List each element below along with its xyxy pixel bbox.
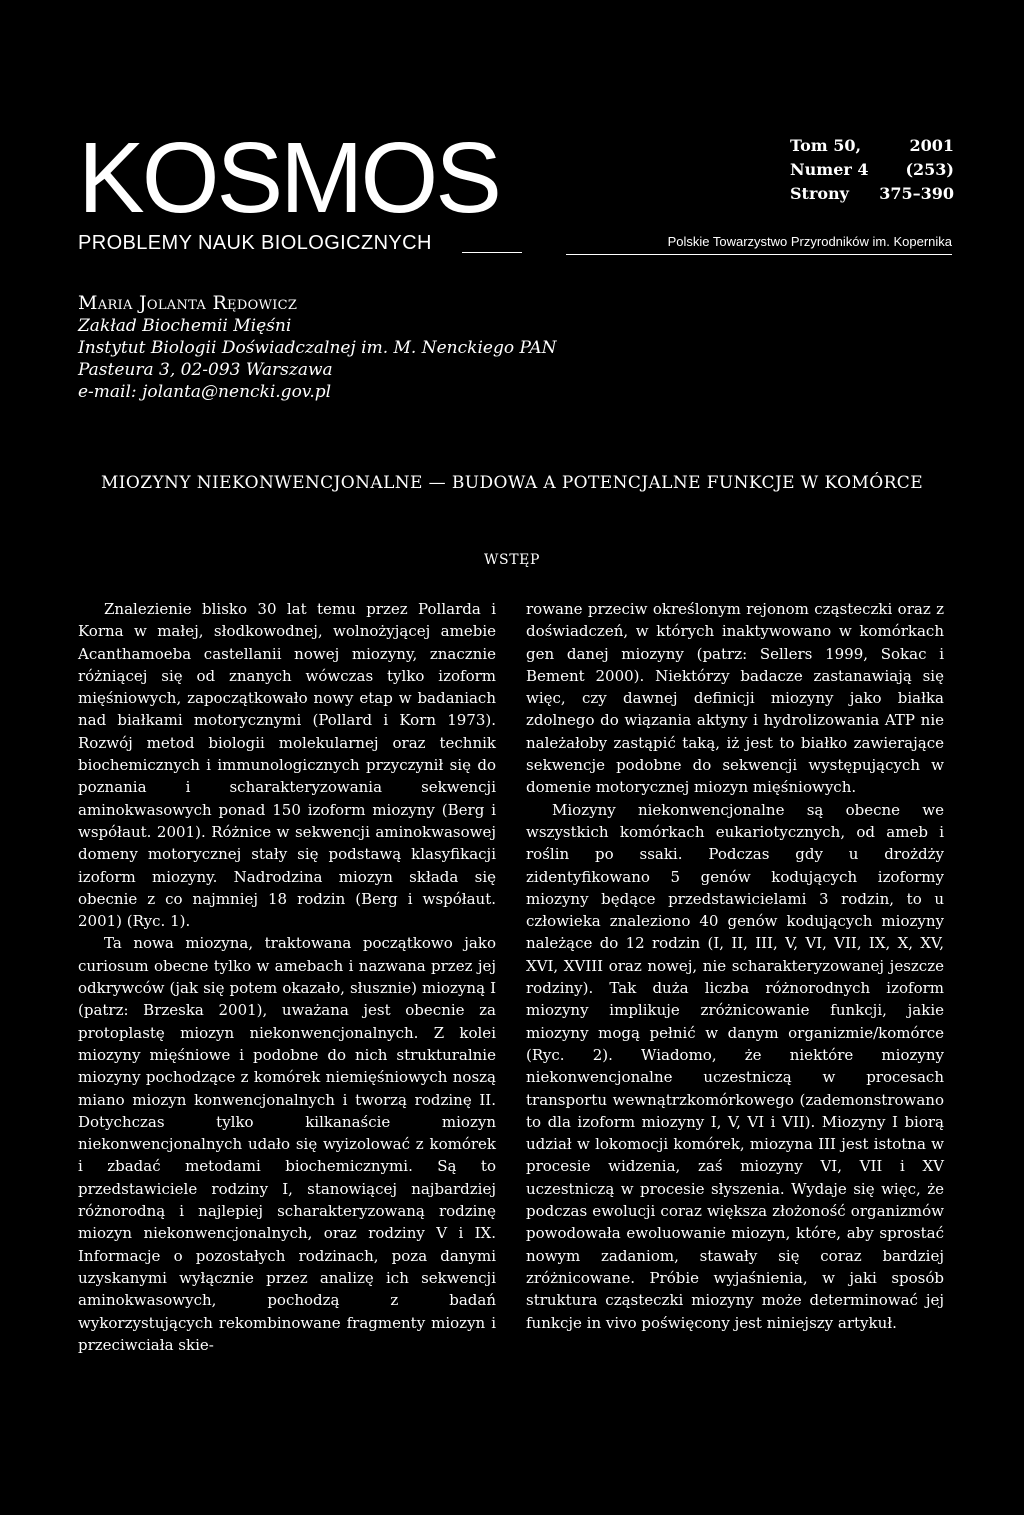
paragraph: Miozyny niekonwencjonalne są obecne we wszystkich komórkach eukariotycznych, od ameb i roślin po ssaki. Podczas gdy u drożdży zidentyfikowano 5 genów kodujących izoformy miozyny będące przedstawicielami 3 rodzin, to u człowieka znaleziono 40 genów kodujących miozyny należące do 12 rodzin (I, II, III, V, VI, VII, IX, X, XV, XVI, XVIII oraz nowej, nie scharakteryzowanej jeszcze rodziny). Tak duża liczba różnorodnych izoform miozyny implikuje zróżnicowanie funkcji, jakie miozyny mogą pełnić w danym organizmie/komórce (Ryc. 2). Wiadomo, że niektóre miozyny niekonwencjonalne uczestniczą w procesach transportu wewnątrzkomórkowego (zademonstrowano to dla izoform miozyny I, V, VI i VII). Miozyny I biorą udział w lokomocji komórek, miozyna III jest istotna w procesie widzenia, zaś miozyny VI, VII i XV uczestniczą w procesie słyszenia. Wydaje się więc, że podczas ewolucji coraz większa złożoność organizmów powodowała ewoluowanie miozyn, które, aby sprostać nowym zadaniom, stawały się coraz bardziej zróżnicowane. Próbie wyjaśnienia, w jaki sposób struktura cząsteczki miozyny może determinować jej funkcje in vivo poświęcony jest niniejszy artykuł. bbox=[526, 800, 944, 1332]
body-column-right bbox=[526, 598, 944, 1334]
pages-label: Strony bbox=[790, 184, 849, 203]
journal-logo: KOSMOS bbox=[78, 122, 499, 234]
body-column-left bbox=[78, 598, 496, 1356]
masthead-rule bbox=[462, 252, 522, 253]
affiliation-line: Instytut Biologii Doświadczalnej im. M. Nenckiego PAN bbox=[78, 338, 557, 358]
society-name: Polskie Towarzystwo Przyrodników im. Kopernika bbox=[566, 234, 952, 255]
article-title: MIOZYNY NIEKONWENCJONALNE — BUDOWA A POTENCJALNE FUNKCJE W KOMÓRCE bbox=[100, 473, 924, 493]
paragraph: Ta nowa miozyna, traktowana początkowo jako curiosum obecne tylko w amebach i nazwana przez jej odkrywców (jak się potem okazało, słusznie) miozyną I (patrz: Brzeska 2001), uważana jest obecnie za protoplastę miozyn niekonwencjonalnych. Z kolei miozyny mięśniowe i podobne do nich strukturalnie miozyny pochodzące z komórek niemięśniowych noszą miano miozyn konwencjonalnych i tworzą rodzinę II. Dotychczas tylko kilkanaście miozyn niekonwencjonalnych udało się wyizolować z komórek i zbadać metodami biochemicznymi. Są to przedstawiciele rodziny I, stanowiącej najbardziej różnorodną i najlepiej scharakteryzowaną rodzinę miozyn niekonwencjonalnych, oraz rodziny V i IX. Informacje o pozostałych rodzinach, poza danymi uzyskanymi wyłącznie przez analizę ich sekwencji aminokwasowych, pochodzą z badań wykorzystujących rekombinowane fragmenty miozyn i przeciwciała skie- bbox=[78, 934, 496, 1354]
affiliation-line: Zakład Biochemii Mięśni bbox=[78, 316, 292, 336]
journal-masthead bbox=[78, 122, 954, 268]
pages-range: 375–390 bbox=[879, 184, 954, 203]
affiliation-line: Pasteura 3, 02-093 Warszawa bbox=[78, 360, 333, 380]
author-name: Maria Jolanta Rędowicz bbox=[78, 292, 298, 314]
issue-info bbox=[790, 134, 954, 206]
author-block bbox=[78, 292, 678, 403]
volume-label: Tom 50, bbox=[790, 136, 862, 155]
paragraph: rowane przeciw określonym rejonom cząsteczki oraz z doświadczeń, w których inaktywowano w komórkach gen danej miozyny (patrz: Sellers 1999, Sokac i Bement 2000). Niektórzy badacze zastanawiają się więc, czy dawnej definicji miozyny jako białka zdolnego do wiązania aktyny i hydrolizowania ATP nie należałoby zastąpić taką, iż jest to białko zawierające sekwencje podobne do sekwencji występujących w domenie motorycznej miozyn mięśniowych. bbox=[526, 600, 944, 797]
number-total: (253) bbox=[905, 160, 954, 179]
year: 2001 bbox=[909, 136, 954, 155]
journal-subtitle: PROBLEMY NAUK BIOLOGICZNYCH bbox=[78, 232, 432, 254]
paragraph: Znalezienie blisko 30 lat temu przez Pollarda i Korna w małej, słodkowodnej, wolnożyjącej amebie Acanthamoeba castellanii nowej miozyny, znacznie różniącej się od znanych wówczas tylko izoform mięśniowych, zapoczątkowało nowy etap w badaniach nad białkami motorycznymi (Pollard i Korn 1973). Rozwój metod biologii molekularnej oraz technik biochemicznych i immunologicznych przyczynił się do poznania i scharakteryzowania sekwencji aminokwasowych ponad 150 izoform miozyny (Berg i współaut. 2001). Różnice w sekwencji aminokwasowej domeny motorycznej stały się podstawą klasyfikacji izoform miozyny. Nadrodzina miozyn składa się obecnie z co najmniej 18 rodzin (Berg i współaut. 2001) (Ryc. 1). bbox=[78, 600, 496, 931]
section-heading: WSTĘP bbox=[484, 552, 540, 568]
number-label: Numer 4 bbox=[790, 160, 869, 179]
author-email: e-mail: jolanta@nencki.gov.pl bbox=[78, 382, 332, 402]
